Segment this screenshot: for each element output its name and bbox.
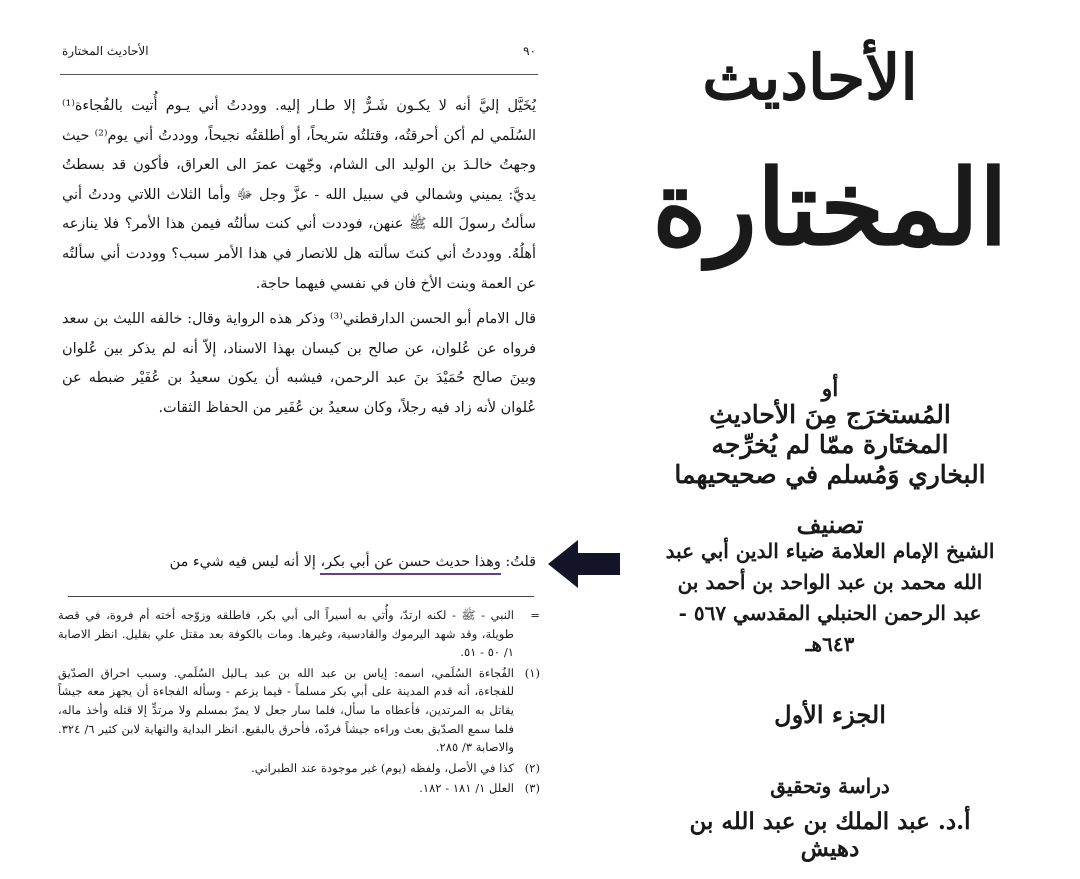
footnote-text: كذا في الأصل، ولفظه (يوم) غير موجودة عند الطبراني.	[251, 760, 514, 775]
running-head	[62, 44, 536, 66]
paragraph-2: قال الامام أبو الحسن الدارقطني⁽³⁾ وذكر هذه الرواية وقال: خالفه الليث بن سعد فرواه عن عُلوان، عن صالح بن كيسان بهذا الاسناد، إلاّ أنه لم يذكر بين عُلوان وبينَ صالح حُمَيْدَ بنَ عبد الرحمن، فيشبه أن يكون سعيدُ بن عُفَيْر ضبطه عن عُلوان لأنه زاد فيه رجلاً، وكان سعيدُ بن عُفَير من الحفاظ الثقات.	[62, 311, 536, 416]
footnote-mark: (١)	[524, 665, 540, 680]
main-text	[62, 92, 536, 424]
footnote-text: النبي - ﷺ - لكنه ارتدّ، وأُتي به أسيراً الى أبي بكر، فاطلقه وزوّجه أخته أم فروة، في قصة طويلة، وقد شهد اليرموك والقادسية، وغيرها. ومات بالكوفة بعد مقتل علي بقليل. انظر الاصابة ١/ ٥٠ - ٥١.	[58, 608, 514, 660]
cover-title-line-2: المختارة	[652, 146, 1008, 269]
header-rule	[60, 74, 538, 75]
underlined-phrase: وهذا حديث حسن عن أبي بكر،	[320, 554, 500, 575]
highlight-prefix: قلتُ:	[500, 554, 536, 570]
cover-page	[580, 0, 1080, 879]
footnote-text: الفُجاءة السُلَمي، اسمه: إياس بن عبد الله بن عبد يـاليل السُلَمي. وسبب احراق الصدّيق للفجاءة، أنه قدم المدينة على أبي بكر مسلماً - فيما يزعم - وسأله الفجاءة أن يجهز معه جيشاً يقاتل به المرتدين، فأعطاه ما سأل، فلما سار جعل لا يمرّ بمسلم ولا مرتدٍّ إلا قتله وأخذ ماله، فلما سمع الصدّيق بعث وراءه جيشاً فردّه، فأحرق بالبقيع. انظر البداية والنهاية لابن كثير ٦/ ٣٢٤. والاصابة ٣/ ٢٨٥.	[58, 665, 514, 755]
cover-title-line-1: الأحاديث	[702, 41, 918, 114]
highlight-suffix: إلا أنه ليس فيه شيء من	[169, 554, 321, 570]
footnote	[58, 664, 540, 757]
footnote	[58, 779, 540, 798]
footnote-mark: (٣)	[524, 781, 540, 796]
editor-name: أ.د. عبد الملك بن عبد الله بن دهيش	[689, 808, 971, 862]
authorship-label: تصنيف	[796, 510, 864, 539]
volume-label: الجزء الأول	[774, 700, 886, 729]
study-label: دراسة وتحقيق	[770, 774, 890, 798]
footnote-rule	[68, 596, 534, 597]
footnote-text: العلل ١/ ١٨١ - ١٨٢.	[419, 781, 514, 796]
running-title: الأحاديث المختارة	[62, 44, 149, 58]
footnote	[58, 606, 540, 662]
highlighted-sentence	[136, 548, 536, 576]
author-name: الشيخ الإمام العلامة ضياء الدين أبي عبد الله محمد بن عبد الواحد بن أحمد بن عبد الرحمن الحنبلي المقدسي ٥٦٧ - ٦٤٣هـ	[665, 539, 995, 656]
page-number: ٩٠	[523, 44, 536, 58]
footnote-mark: (٢)	[524, 760, 540, 775]
or-label: أو	[821, 376, 839, 402]
footnote	[58, 759, 540, 778]
footnote-mark: =	[530, 608, 540, 622]
footnotes	[58, 606, 540, 800]
cover-subtitle: المُستخرَج مِنَ الأحاديثِ المختَارة ممّا لم يُخرِّجه البخاري وَمُسلم في صحيحيهما	[674, 400, 986, 489]
paragraph-1: يُخَيَّل إليَّ أنه لا يكـون شَـرٌّ إلا طـار إليه. ووددتُ أني يـوم أُتيت بالفُجاءة⁽¹⁾ السُلَمي لم أكن أحرقتُه، وقتلتُه سَريحاً، أو أطلقتُه نجيحاً، ووددتُ أني يوم⁽²⁾ حيث وجهتُ خالـدَ بن الوليد الى الشام، وجّهت عمرَ الى العراق، فأكون قد بسطتُ يديَّ: يميني وشمالي في سبيل الله - عزَّ وجل ﷻ وأما الثلاث اللاتي وددتُ أني سألتُ رسولَ الله ﷺ عنهن، فوددت أني كنت سألتُه فيمن هذا الأمر؟ فلا ينازعه أهلُهُ. ووددتُ أني كنتَ سألته هل للانصار في هذا الأمر سبب؟ ووددت أني سألتُه عن العمة وبنت الأخ فان في نفسي فيهما حاجة.	[62, 98, 536, 292]
